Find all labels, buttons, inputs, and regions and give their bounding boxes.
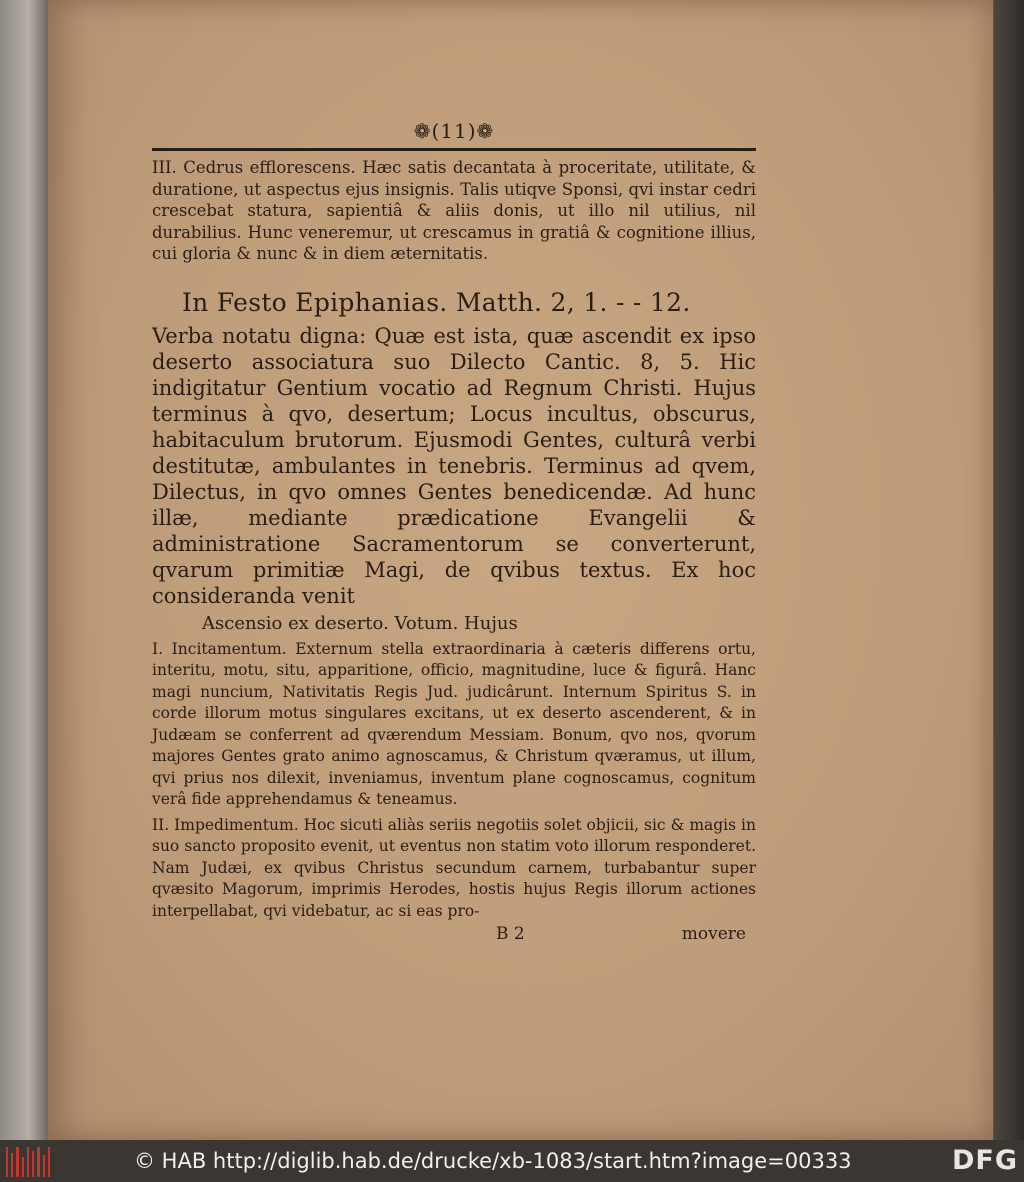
header-rule <box>152 148 756 151</box>
catchword: movere <box>681 924 746 944</box>
section-cedrus: III. Cedrus efflorescens. Hæc satis decantata à proceritate, utilitate, & duratione, ut aspectus ejus insignis. Talis utiqve Sponsi, qvi instar cedri crescebat statura, sapientiâ & aliis donis, ut illo nil utilius, nil durabilius. Hunc veneremur, ut crescamus in gratiâ & cognitione illius, cui gloria & nunc & in diem æternitatis. <box>152 158 756 263</box>
main-paragraph: Verba notatu digna: Quæ est ista, quæ ascendit ex ipso deserto associatura suo Dilecto Cantic. 8, 5. Hic indigitatur Gentium vocatio ad Regnum Christi. Hujus terminus à qvo, desertum; Locus incultus, obscurus, habitaculum brutorum. Ejusmodi Gentes, culturâ verbi destitutæ, ambulantes in tenebris. Terminus ad qvem, Dilectus, in qvo omnes Gentes benedicendæ. Ad hunc illæ, mediante prædicatione Evangelii & administratione Sacramentorum se converterunt, qvarum primitiæ Magi, de qvibus textus. Ex hoc consideranda venit <box>152 323 756 608</box>
page-header: ❁(11)❁ <box>413 119 495 143</box>
page-text-block <box>152 118 756 950</box>
point-incitamentum: I. Incitamentum. Externum stella extraordinaria à cæteris differens ortu, interitu, motu, situ, apparitione, officio, magnitudine, luce & figurâ. Hanc magi nuncium, Nativitatis Regis Jud. judicârunt. Internum Spiritus S. in corde illorum motus singulares excitans, ut ex deserto ascenderent, & in Judæam se conferrent ad qværendum Messiam. Bonum, qvo nos, qvorum majores Gentes grato animo agnoscamus, & Christum qværamus, ut illum, qvi prius nos dilexit, inveniamus, inventum plane cognoscamus, cognitum verâ fide apprehendamus & teneamus. <box>152 639 756 808</box>
page-footer-line <box>152 924 756 950</box>
subheading: Ascensio ex deserto. Votum. Hujus <box>202 612 518 634</box>
signature-mark: B 2 <box>496 924 525 944</box>
scanned-page <box>48 0 993 1140</box>
hab-logo-icon <box>6 1145 50 1177</box>
copyright-link[interactable]: © HAB http://diglib.hab.de/drucke/xb-1083/start.htm?image=00333 <box>134 1149 852 1173</box>
viewer-footer-bar <box>0 1140 1024 1182</box>
dfg-logo: DFG <box>951 1145 1018 1176</box>
section-title: In Festo Epiphanias. Matth. 2, 1. - - 12. <box>182 287 691 317</box>
point-impedimentum: II. Impedimentum. Hoc sicuti aliàs seriis negotiis solet objicii, sic & magis in suo sancto proposito evenit, ut eventus non statim voto illorum responderet. Nam Judæi, ex qvibus Christus secundum carnem, turbabantur super qvæsito Magorum, imprimis Herodes, hostis hujus Regis illorum actiones interpellabat, qvi videbatur, ac si eas pro- <box>152 815 756 920</box>
facing-page-edge <box>0 0 48 1140</box>
